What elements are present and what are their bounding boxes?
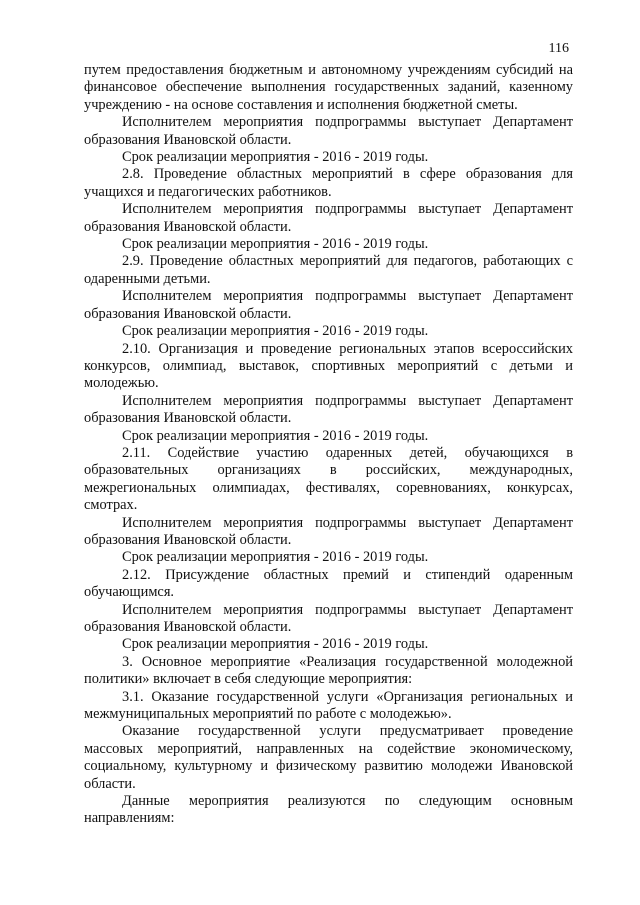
paragraph-term: Срок реализации мероприятия - 2016 - 2019 годы. — [122, 323, 429, 340]
paragraph-item-3-1: 3.1. Оказание государственной услуги «Организация региональных и межмуниципальных мероприятий по работе с молодежью». — [84, 688, 573, 723]
paragraph-item-2-9: 2.9. Проведение областных мероприятий для педагогов, работающих с одаренными детьми. — [84, 253, 573, 287]
paragraph-executor: Исполнителем мероприятия подпрограммы выступает Департамент образования Ивановской области. — [84, 514, 573, 548]
paragraph-item-2-8: 2.8. Проведение областных мероприятий в сфере образования для учащихся и педагогических работников. — [84, 166, 573, 200]
paragraph-executor: Исполнителем мероприятия подпрограммы выступает Департамент образования Ивановской области. — [84, 201, 573, 235]
page-body — [84, 62, 573, 828]
paragraph-executor: Исполнителем мероприятия подпрограммы выступает Департамент образования Ивановской области. — [84, 392, 573, 427]
paragraph-term: Срок реализации мероприятия - 2016 - 2019 годы. — [122, 149, 429, 166]
paragraph: путем предоставления бюджетным и автономному учреждениям субсидий на финансовое обеспечение выполнения государственных заданий, казенному учреждению - на основе составления и исполнения бюджетной сметы. — [84, 62, 573, 113]
paragraph-executor: Исполнителем мероприятия подпрограммы выступает Департамент образования Ивановской области. — [84, 601, 573, 635]
paragraph-term: Срок реализации мероприятия - 2016 - 2019 годы. — [122, 236, 429, 253]
paragraph-term: Срок реализации мероприятия - 2016 - 2019 годы. — [122, 636, 429, 653]
paragraph: Данные мероприятия реализуются по следующим основным направлениям: — [84, 793, 573, 827]
paragraph-executor: Исполнителем мероприятия подпрограммы выступает Департамент образования Ивановской области. — [84, 288, 573, 322]
paragraph-item-2-10: 2.10. Организация и проведение региональных этапов всероссийских конкурсов, олимпиад, выставок, спортивных мероприятий с детьми и молодежью. — [84, 340, 573, 392]
paragraph-term: Срок реализации мероприятия - 2016 - 2019 годы. — [122, 427, 429, 444]
paragraph-executor: Исполнителем мероприятия подпрограммы выступает Департамент образования Ивановской области. — [84, 114, 573, 148]
paragraph-item-2-12: 2.12. Присуждение областных премий и стипендий одаренным обучающимся. — [84, 566, 573, 601]
paragraph-item-2-11: 2.11. Содействие участию одаренных детей, обучающихся в образовательных организациях в российских, международных, межрегиональных олимпиадах, фестивалях, соревнованиях, конкурсах, смотрах. — [84, 444, 573, 514]
paragraph-term: Срок реализации мероприятия - 2016 - 2019 годы. — [122, 549, 429, 566]
paragraph: Оказание государственной услуги предусматривает проведение массовых мероприятий, направленных на содействие экономическому, социальному, культурному и физическому развитию молодежи Ивановской области. — [84, 723, 573, 792]
paragraph-item-3: 3. Основное мероприятие «Реализация государственной молодежной политики» включает в себя следующие мероприятия: — [84, 653, 573, 688]
page-number: 116 — [548, 41, 569, 56]
